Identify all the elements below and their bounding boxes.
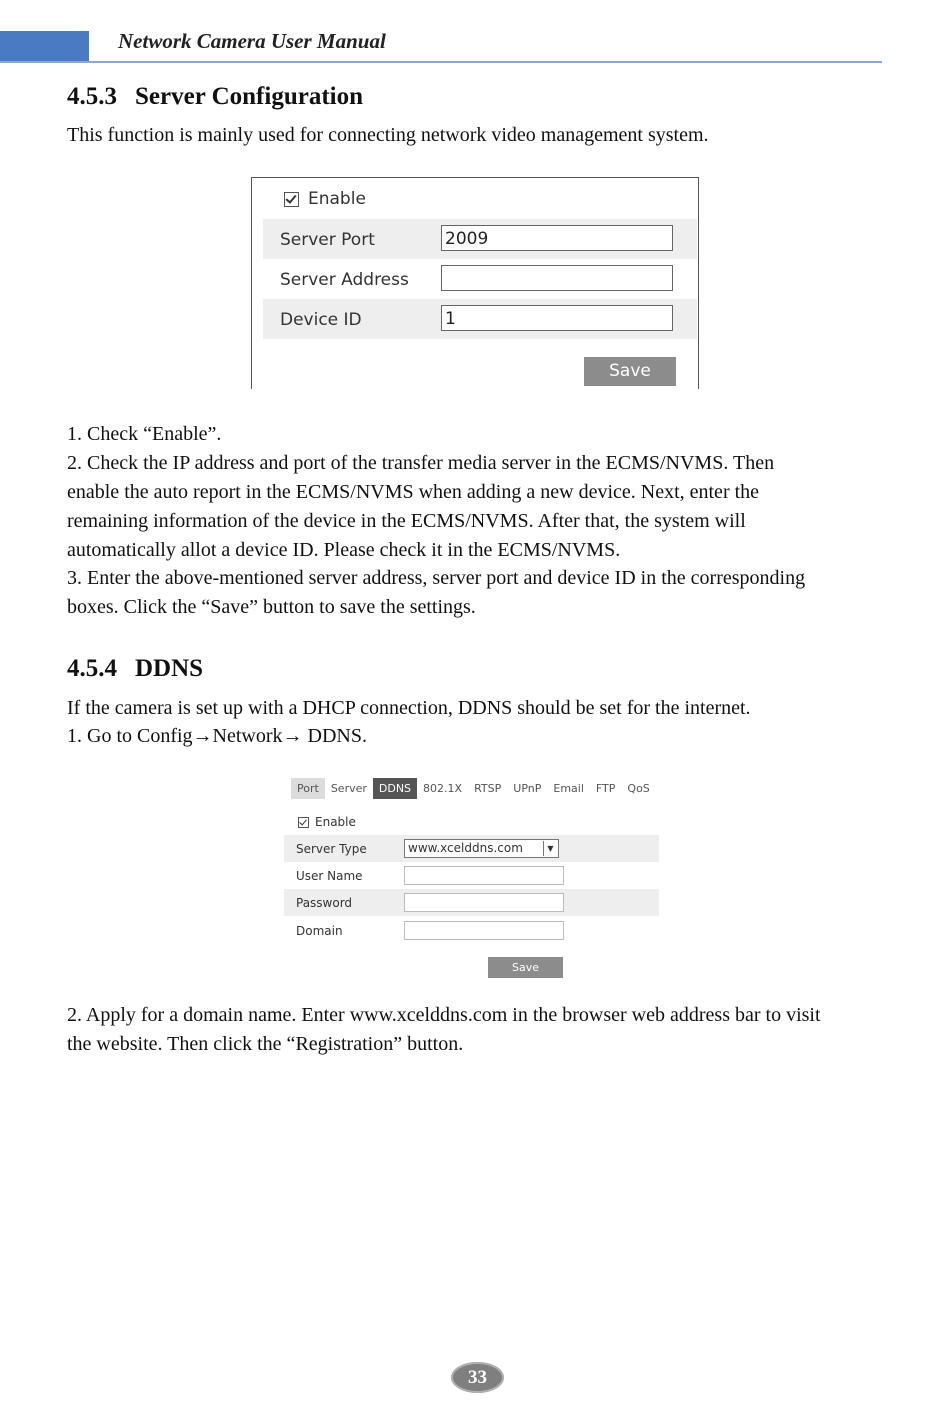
domain-input[interactable] xyxy=(404,921,564,940)
server-type-label: Server Type xyxy=(296,842,367,856)
server-step-3-line-1: 3. Enter the above-mentioned server address, server port and device ID in the corresponding xyxy=(67,567,806,589)
user-name-row xyxy=(284,862,659,889)
tab-rtsp[interactable]: RTSP xyxy=(474,782,502,795)
tab-8021x[interactable]: 802.1X xyxy=(423,782,463,795)
device-id-row xyxy=(263,299,697,339)
server-step-2-line-4: automatically allot a device ID. Please check it in the ECMS/NVMS. xyxy=(67,539,621,561)
server-address-input[interactable] xyxy=(441,265,673,291)
header-accent-bar xyxy=(0,31,89,61)
server-step-2-line-2: enable the auto report in the ECMS/NVMS when adding a new device. Next, enter the xyxy=(67,481,760,503)
server-address-row xyxy=(263,259,697,299)
server-type-select[interactable] xyxy=(404,839,559,858)
server-step-1: 1. Check “Enable”. xyxy=(67,423,222,445)
header-title: Network Camera User Manual xyxy=(118,29,386,53)
ddns-screenshot xyxy=(276,776,724,981)
checkbox-checked-icon xyxy=(284,192,299,207)
server-address-label: Server Address xyxy=(280,270,409,290)
ddns-intro: If the camera is set up with a DHCP connection, DDNS should be set for the internet. xyxy=(67,697,751,719)
user-name-input[interactable] xyxy=(404,866,564,885)
tab-ddns[interactable]: DDNS xyxy=(373,778,417,799)
tab-ftp[interactable]: FTP xyxy=(595,782,616,795)
section-number: 4.5.4 xyxy=(67,655,117,682)
section-title: DDNS xyxy=(135,655,204,682)
tab-port[interactable]: Port xyxy=(291,778,325,799)
domain-row xyxy=(284,917,659,944)
server-step-3-line-2: boxes. Click the “Save” button to save the settings. xyxy=(67,596,476,618)
ddns-save-button[interactable]: Save xyxy=(488,957,563,978)
section-title: Server Configuration xyxy=(135,83,363,110)
ddns-step-2-line-1: 2. Apply for a domain name. Enter www.xcelddns.com in the browser web address bar to visit xyxy=(67,1004,821,1026)
server-type-row xyxy=(284,835,659,862)
server-port-label: Server Port xyxy=(280,230,375,250)
tab-upnp[interactable]: UPnP xyxy=(513,782,542,795)
enable-checkbox[interactable] xyxy=(284,189,366,209)
password-input[interactable] xyxy=(404,893,564,912)
network-tabs xyxy=(291,778,656,799)
server-config-screenshot xyxy=(251,177,699,389)
device-id-label: Device ID xyxy=(280,310,362,330)
server-port-input[interactable]: 2009 xyxy=(441,225,673,251)
header-rule xyxy=(0,61,882,63)
enable-label: Enable xyxy=(308,189,366,209)
server-port-row xyxy=(263,219,697,259)
server-type-value: www.xcelddns.com xyxy=(408,841,523,855)
section-heading-server xyxy=(67,83,363,111)
tab-server[interactable]: Server xyxy=(330,782,367,795)
dropdown-arrow-icon[interactable]: ▼ xyxy=(543,841,557,856)
ddns-step-2-line-2: the website. Then click the “Registration” button. xyxy=(67,1033,464,1055)
user-name-label: User Name xyxy=(296,869,363,883)
password-row xyxy=(284,889,659,916)
domain-label: Domain xyxy=(296,924,343,938)
ddns-enable-label: Enable xyxy=(315,815,356,829)
server-intro: This function is mainly used for connecting network video management system. xyxy=(67,124,709,146)
tab-qos[interactable]: QoS xyxy=(627,782,650,795)
device-id-input[interactable]: 1 xyxy=(441,305,673,331)
section-heading-ddns xyxy=(67,655,203,683)
ddns-enable-checkbox[interactable] xyxy=(298,815,356,829)
password-label: Password xyxy=(296,896,353,910)
ddns-step-1: 1. Go to Config→Network→ DDNS. xyxy=(67,725,367,747)
server-step-2-line-1: 2. Check the IP address and port of the transfer media server in the ECMS/NVMS. Then xyxy=(67,452,775,474)
checkbox-checked-icon xyxy=(298,817,309,828)
page-number: 33 xyxy=(451,1362,504,1393)
save-button[interactable]: Save xyxy=(584,357,676,386)
section-number: 4.5.3 xyxy=(67,83,117,110)
server-step-2-line-3: remaining information of the device in the ECMS/NVMS. After that, the system will xyxy=(67,510,746,532)
tab-email[interactable]: Email xyxy=(553,782,584,795)
